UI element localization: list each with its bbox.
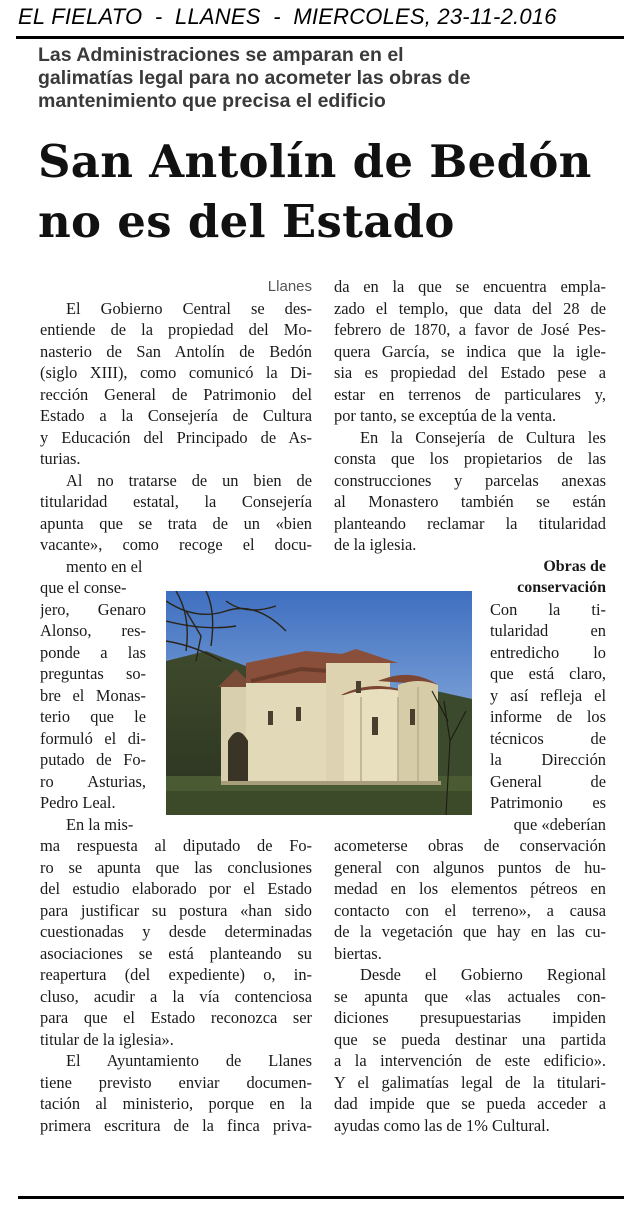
article-text-line: Alonso, res- (40, 621, 146, 640)
article-text-line: titularidad estatal, la Consejería (40, 492, 312, 511)
article-text-line: al Monastero también se están (334, 492, 606, 511)
article-text-line: que está claro, (490, 664, 606, 683)
article-text-line: construcciones y parcelas anexas (334, 470, 606, 490)
article-text-line: de la iglesia. (334, 535, 417, 554)
article-text-line: preguntas so- (40, 664, 146, 683)
article-text-line: jero, Genaro (40, 599, 146, 619)
article-text-line: zado el templo, que data del 28 de (334, 298, 606, 318)
article-text-line: de la vegetación que hay en las cu- (334, 922, 606, 941)
article-text-line: Pedro Leal. (40, 793, 116, 812)
article-text-line: formuló el di- (40, 728, 146, 748)
article-text-line: la Dirección (490, 750, 606, 769)
section-heading-line: Obras de (543, 557, 606, 575)
article-text-line: mento en el (66, 556, 143, 576)
article-text-line: tación al ministerio, porque en la (40, 1094, 312, 1113)
article-text-line: ro se apunta que las conclusiones (40, 857, 312, 877)
article-text-line: da en la que se encuentra empla- (334, 277, 606, 296)
article-text-line: febrero de 1870, a favor de José Pes- (334, 320, 606, 339)
article-text-line: acometerse obras de conservación (334, 836, 606, 855)
article-text-line: entredicho lo (490, 642, 606, 662)
article-text-line: nasterio de San Antolín de Bedón (40, 341, 312, 361)
article-text-line: informe de los (490, 707, 606, 726)
article-text-line: turias. (40, 449, 81, 468)
article-text-line: rección General de Patrimonio del (40, 384, 312, 404)
article-text-line: cuestionadas y desde determinadas (40, 922, 312, 941)
article-text-line: por tanto, se exceptúa de la venta. (334, 406, 557, 425)
article-text-line: bre el Monas- (40, 685, 146, 705)
article-text-line: del estudio elaborado por el Estado (40, 879, 312, 898)
article-text-line: que se pueda destinar una partida (334, 1029, 606, 1049)
article-text-line: El Gobierno Central se des- (66, 298, 312, 318)
article-text-line: y así refleja el (490, 685, 606, 705)
article-text-line: técnicos de (490, 728, 606, 748)
article-text-line: En la mis- (66, 814, 134, 834)
article-text-line: tularidad en (490, 621, 606, 640)
article-text-line: Y el galimatías legal de la titulari- (334, 1072, 606, 1092)
article-text-line: quera García, se indica que la igle- (334, 341, 606, 361)
article-text-line: ro Asturias, (40, 771, 146, 791)
dateline: Llanes (267, 278, 312, 295)
headline-line: San Antolín de Bedón (38, 135, 592, 188)
article-text-line: Al no tratarse de un bien de (66, 470, 312, 490)
headline (38, 132, 638, 252)
article-text-line: Estado a la Consejería de Cultura (40, 406, 312, 425)
article-text-line: dad impide que se pueda acceder a (334, 1094, 606, 1113)
masthead (16, 4, 624, 39)
article-text-line: y Educación del Principado de As- (40, 427, 312, 447)
article-text-line: consta que los propietarios de las (334, 449, 606, 468)
article-text-line: Patrimonio es (490, 793, 606, 812)
headline-line: no es del Estado (38, 195, 455, 248)
article-text-line: Con la ti- (490, 599, 606, 619)
article-text-line: contacto con el terreno», a causa (334, 900, 606, 920)
subheadline (38, 44, 630, 113)
article-text-line: primera escritura de la finca priva- (40, 1115, 312, 1135)
article-text-line: General de (490, 771, 606, 791)
monastery-photo (166, 591, 472, 815)
article-text-line: que el conse- (40, 578, 127, 597)
article-text-line: a la intervención de este edificio». (334, 1051, 606, 1070)
article-text-line: vacante», como recoge el docu- (40, 535, 312, 554)
article-text-line: se apunta que «las actuales con- (334, 986, 606, 1006)
article-text-line: planteando reclamar la titularidad (334, 513, 606, 533)
subheadline-line: mantenimiento que precisa el edificio (38, 90, 386, 112)
article-text-line: reapertura (del expediente) o, in- (40, 965, 312, 984)
article-text-line: para justificar su postura «han sido (40, 900, 312, 920)
article-text-line: ayudas como las de 1% Cultural. (334, 1115, 550, 1135)
article-text-line: En la Consejería de Cultura les (360, 427, 606, 447)
article-text-line: apunta que se trata de un «bien (40, 513, 312, 533)
subheadline-line: galimatías legal para no acometer las obras de (38, 67, 471, 89)
article-text-line: terio que le (40, 707, 146, 726)
article-text-line: estar en terrenos de particulares y, (334, 384, 606, 404)
article-text-line: biertas. (334, 943, 382, 963)
article-text-line: Desde el Gobierno Regional (360, 965, 606, 984)
article-text-line: ma respuesta al diputado de Fo- (40, 836, 312, 855)
subheadline-line: Las Administraciones se amparan en el (38, 44, 404, 66)
article-text-line: titular de la iglesia». (40, 1029, 174, 1049)
article-text-line: para que el Estado reconozca ser (40, 1008, 312, 1027)
article-text-line: general con algunos puntos de hu- (334, 857, 606, 877)
article-text-line: entiende de la propiedad del Mo- (40, 320, 312, 339)
article-text-line: cluso, acudir a la vía contenciosa (40, 986, 312, 1006)
article-text-line: putado de Fo- (40, 750, 146, 769)
article-text-line: medad en los elementos pétreos en (334, 879, 606, 898)
article-text-line: que «deberían (513, 814, 606, 834)
article-text-line: El Ayuntamiento de Llanes (66, 1051, 312, 1070)
footer-rule (18, 1196, 624, 1199)
article-text-line: diciones presupuestarias impiden (334, 1008, 606, 1027)
masthead-title: EL FIELATO - LLANES - MIERCOLES, 23-11-2.016 (18, 4, 557, 29)
article-text-line: sia es propiedad del Estado pese a (334, 363, 606, 382)
article-text-line: asociaciones se está planteando su (40, 943, 312, 963)
section-heading-line: conservación (517, 579, 606, 596)
article-text-line: ponde a las (40, 642, 146, 662)
article-text-line: tiene previsto enviar documen- (40, 1072, 312, 1092)
article-text-line: (siglo XIII), como comunicó la Di- (40, 363, 312, 382)
